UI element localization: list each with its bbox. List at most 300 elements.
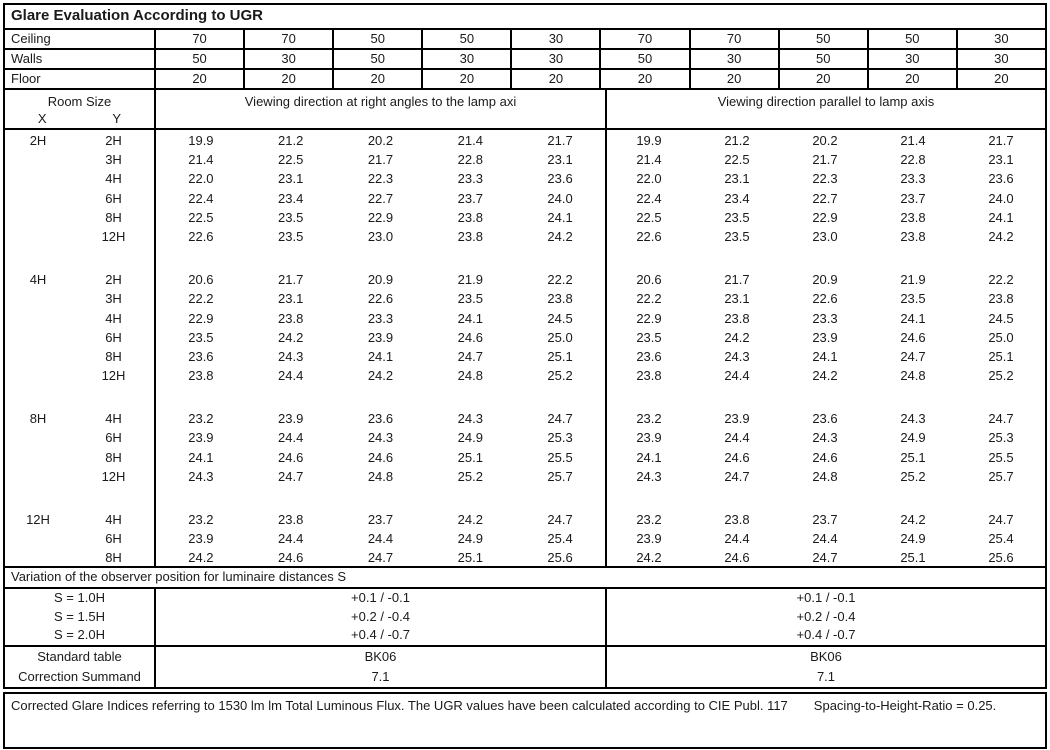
ugr-value-crosswise: 24.2 xyxy=(188,550,214,566)
surface-value: 50 xyxy=(423,30,512,48)
ugr-value-parallel: 23.1 xyxy=(724,171,750,187)
room-y-value: 4H xyxy=(105,411,122,427)
ugr-value-crosswise: 22.0 xyxy=(188,171,214,187)
ugr-value-crosswise: 23.8 xyxy=(547,291,573,307)
ugr-value-crosswise: 23.9 xyxy=(188,531,214,547)
room-x-value xyxy=(5,150,71,169)
variation-row-item-right-value: +0.2 / -0.4 xyxy=(796,608,856,624)
ugr-value-parallel: 22.3 xyxy=(812,171,838,187)
ugr-value-parallel: 24.4 xyxy=(724,368,750,384)
ugr-value-parallel: 21.7 xyxy=(988,133,1014,148)
surface-value: 30 xyxy=(512,30,601,48)
surface-value: 70 xyxy=(156,30,245,48)
ugr-value-parallel: 24.2 xyxy=(900,512,926,527)
ugr-value-crosswise: 24.6 xyxy=(278,449,304,465)
ugr-value-crosswise: 24.2 xyxy=(367,368,394,384)
ugr-value-parallel: 25.0 xyxy=(988,329,1014,345)
ugr-value-parallel: 24.6 xyxy=(812,449,838,465)
room-y-value: 6H xyxy=(105,190,122,206)
ugr-value-parallel: 22.7 xyxy=(812,190,838,206)
room-x-value xyxy=(5,328,71,347)
viewing-direction-crosswise-heading: Viewing direction at right angles to the lamp axi xyxy=(156,90,607,128)
room-y-value: 3H xyxy=(105,152,122,168)
ugr-value-crosswise: 23.5 xyxy=(457,291,483,307)
surface-value: 30 xyxy=(423,50,512,68)
ugr-value-crosswise: 23.8 xyxy=(457,209,483,225)
surface-value: 20 xyxy=(601,70,690,88)
room-y-value: 6H xyxy=(105,531,122,547)
room-y-value: 4H xyxy=(105,171,122,187)
surface-value: 20 xyxy=(691,70,780,88)
ugr-block xyxy=(5,408,1045,486)
room-y-value: 4H xyxy=(105,310,122,326)
summary-row-item-label: Standard table xyxy=(5,647,156,667)
room-y-value: 4H xyxy=(105,512,122,527)
ugr-value-crosswise: 24.2 xyxy=(457,512,483,527)
variation-row-item xyxy=(5,626,1045,645)
ugr-value-crosswise: 24.3 xyxy=(367,430,394,446)
room-x-value xyxy=(5,448,71,467)
variation-row-item-label: S = 1.0H xyxy=(5,589,156,608)
ugr-value-crosswise: 23.4 xyxy=(278,190,304,206)
room-y-value: 12H xyxy=(101,228,126,244)
ugr-value-crosswise: 23.7 xyxy=(367,512,394,527)
ugr-value-crosswise: 22.3 xyxy=(367,171,394,187)
ugr-row xyxy=(5,409,1045,428)
room-x-value xyxy=(5,309,71,328)
ugr-value-crosswise: 21.2 xyxy=(278,133,304,148)
ugr-value-parallel: 22.9 xyxy=(812,209,838,225)
ugr-value-crosswise: 22.5 xyxy=(278,152,304,168)
ugr-value-parallel: 24.7 xyxy=(724,468,750,484)
ugr-value-crosswise: 23.1 xyxy=(278,171,304,187)
ugr-value-crosswise: 25.4 xyxy=(547,531,573,547)
summary-row-item-left-value: BK06 xyxy=(156,647,607,667)
ugr-value-crosswise: 24.2 xyxy=(278,329,304,345)
ugr-value-parallel: 23.5 xyxy=(724,209,750,225)
ugr-row xyxy=(5,289,1045,308)
ugr-row xyxy=(5,328,1045,347)
ugr-value-crosswise: 22.2 xyxy=(547,272,573,288)
ugr-value-crosswise: 24.6 xyxy=(457,329,483,345)
observer-variation-section xyxy=(5,589,1045,647)
ugr-value-parallel: 24.4 xyxy=(724,430,750,446)
surface-value: 50 xyxy=(334,50,423,68)
ugr-row xyxy=(5,270,1045,289)
ugr-value-parallel: 24.1 xyxy=(636,449,662,465)
room-y-value: 3H xyxy=(105,291,122,307)
ugr-value-parallel: 21.2 xyxy=(724,133,750,148)
surface-label: Walls xyxy=(5,50,156,68)
ugr-value-crosswise: 23.8 xyxy=(188,368,214,384)
room-size-header-cell xyxy=(5,90,156,128)
ugr-row xyxy=(5,309,1045,328)
ugr-value-parallel: 23.8 xyxy=(988,291,1014,307)
ugr-value-parallel: 23.9 xyxy=(636,430,662,446)
ugr-value-parallel: 23.8 xyxy=(724,512,750,527)
ugr-value-parallel: 24.9 xyxy=(900,531,926,547)
summary-row-item-label: Correction Summand xyxy=(5,667,156,687)
surface-value: 20 xyxy=(869,70,958,88)
ugr-value-crosswise: 24.3 xyxy=(188,468,214,484)
ugr-value-crosswise: 24.7 xyxy=(547,512,573,527)
ugr-row xyxy=(5,548,1045,567)
ugr-value-crosswise: 22.6 xyxy=(188,228,214,244)
summary-row-item-left-value: 7.1 xyxy=(156,667,607,687)
ugr-value-crosswise: 24.1 xyxy=(188,449,214,465)
ugr-value-parallel: 25.2 xyxy=(900,468,926,484)
ugr-value-parallel: 24.8 xyxy=(812,468,838,484)
ugr-value-parallel: 23.4 xyxy=(724,190,750,206)
ugr-value-parallel: 24.1 xyxy=(988,209,1014,225)
surface-value: 30 xyxy=(512,50,601,68)
ugr-value-crosswise: 21.4 xyxy=(188,152,214,168)
room-x-value xyxy=(5,227,71,246)
ugr-value-crosswise: 23.2 xyxy=(188,512,214,527)
ugr-value-parallel: 24.3 xyxy=(812,430,838,446)
variation-row-item-label: S = 1.5H xyxy=(5,608,156,627)
y-axis-label: Y xyxy=(112,111,122,126)
surface-value: 20 xyxy=(334,70,423,88)
surface-value: 20 xyxy=(423,70,512,88)
ugr-value-parallel: 24.2 xyxy=(724,329,750,345)
variation-row-item-right-value: +0.4 / -0.7 xyxy=(796,627,856,643)
ugr-value-parallel: 24.2 xyxy=(636,550,662,566)
surface-value: 50 xyxy=(780,50,869,68)
variation-row-item-left-value: +0.1 / -0.1 xyxy=(156,589,607,608)
ugr-value-parallel: 25.3 xyxy=(988,430,1014,446)
ugr-value-parallel: 24.7 xyxy=(988,512,1014,527)
ugr-value-parallel: 23.6 xyxy=(988,171,1014,187)
ugr-value-parallel: 24.7 xyxy=(900,348,926,364)
column-header-row xyxy=(5,90,1045,130)
room-y-value: 8H xyxy=(105,348,122,364)
ugr-value-crosswise: 21.7 xyxy=(367,152,394,168)
room-x-value xyxy=(5,428,71,447)
variation-heading: Variation of the observer position for luminaire distances S xyxy=(5,568,1045,589)
ugr-value-crosswise: 22.9 xyxy=(188,310,214,326)
summary-row-item xyxy=(5,667,1045,687)
ugr-value-crosswise: 23.2 xyxy=(188,411,214,427)
ugr-value-parallel: 22.4 xyxy=(636,190,662,206)
surface-reflectance-section xyxy=(5,30,1045,90)
ugr-value-parallel: 23.1 xyxy=(988,152,1014,168)
room-size-divider-line xyxy=(154,130,156,566)
ugr-row xyxy=(5,347,1045,366)
ugr-value-parallel: 22.9 xyxy=(636,310,662,326)
ugr-value-crosswise: 24.8 xyxy=(457,368,483,384)
summary-row-item-right-value: BK06 xyxy=(810,648,842,664)
surface-value: 20 xyxy=(156,70,245,88)
xy-labels xyxy=(5,110,154,127)
ugr-value-crosswise: 24.7 xyxy=(367,550,394,566)
room-y-value: 8H xyxy=(105,449,122,465)
ugr-value-crosswise: 22.2 xyxy=(188,291,214,307)
ugr-value-parallel: 24.9 xyxy=(900,430,926,446)
surface-value: 20 xyxy=(245,70,334,88)
ugr-value-crosswise: 24.8 xyxy=(367,468,394,484)
ugr-value-crosswise: 25.1 xyxy=(547,348,573,364)
ugr-value-parallel: 24.8 xyxy=(900,368,926,384)
ugr-value-parallel: 23.7 xyxy=(900,190,926,206)
ugr-value-crosswise: 19.9 xyxy=(188,133,214,148)
ugr-value-crosswise: 23.9 xyxy=(367,329,394,345)
ugr-value-parallel: 23.9 xyxy=(636,531,662,547)
ugr-value-crosswise: 25.1 xyxy=(457,550,483,566)
surface-row xyxy=(5,30,1045,50)
ugr-value-parallel: 20.9 xyxy=(812,272,838,288)
ugr-value-crosswise: 20.6 xyxy=(188,272,214,288)
ugr-value-parallel: 25.1 xyxy=(988,348,1014,364)
ugr-value-parallel: 22.5 xyxy=(724,152,750,168)
ugr-row xyxy=(5,510,1045,529)
room-x-value: 4H xyxy=(29,272,47,288)
surface-value: 70 xyxy=(245,30,334,48)
ugr-value-crosswise: 21.7 xyxy=(547,133,573,148)
ugr-value-parallel: 23.6 xyxy=(812,411,838,427)
room-y-value: 2H xyxy=(105,272,122,288)
surface-value: 30 xyxy=(245,50,334,68)
viewing-direction-parallel-heading: Viewing direction parallel to lamp axis xyxy=(717,94,935,109)
variation-row-item-left-value: +0.4 / -0.7 xyxy=(156,626,607,645)
variation-row-item xyxy=(5,608,1045,627)
ugr-value-parallel: 21.9 xyxy=(900,272,926,288)
ugr-value-crosswise: 24.1 xyxy=(457,310,483,326)
ugr-value-crosswise: 24.3 xyxy=(457,411,483,427)
ugr-value-parallel: 24.0 xyxy=(988,190,1014,206)
ugr-value-parallel: 24.3 xyxy=(636,468,662,484)
ugr-value-parallel: 23.8 xyxy=(724,310,750,326)
ugr-value-crosswise: 24.6 xyxy=(278,550,304,566)
ugr-value-crosswise: 25.2 xyxy=(457,468,483,484)
ugr-value-parallel: 23.3 xyxy=(812,310,838,326)
ugr-value-crosswise: 23.1 xyxy=(547,152,573,168)
room-y-value: 8H xyxy=(105,209,122,225)
surface-value: 50 xyxy=(869,30,958,48)
ugr-value-crosswise: 22.9 xyxy=(367,209,394,225)
ugr-value-crosswise: 23.5 xyxy=(278,228,304,244)
ugr-row xyxy=(5,366,1045,385)
ugr-value-crosswise: 23.0 xyxy=(367,228,394,244)
ugr-value-crosswise: 24.4 xyxy=(367,531,394,547)
ugr-value-parallel: 25.1 xyxy=(900,550,926,566)
ugr-value-parallel: 25.5 xyxy=(988,449,1014,465)
ugr-value-crosswise: 20.2 xyxy=(367,133,394,148)
ugr-value-crosswise: 23.3 xyxy=(367,310,394,326)
ugr-value-parallel: 23.7 xyxy=(812,512,838,527)
ugr-value-crosswise: 23.1 xyxy=(278,291,304,307)
room-x-value: 2H xyxy=(29,133,47,148)
ugr-value-crosswise: 25.6 xyxy=(547,550,573,566)
ugr-value-parallel: 20.2 xyxy=(812,133,838,148)
ugr-value-parallel: 21.4 xyxy=(900,133,926,148)
ugr-value-parallel: 24.5 xyxy=(988,310,1014,326)
ugr-value-parallel: 22.6 xyxy=(812,291,838,307)
summary-row-item-right-value: 7.1 xyxy=(816,668,836,684)
ugr-row xyxy=(5,227,1045,246)
ugr-value-crosswise: 24.4 xyxy=(278,368,304,384)
ugr-value-parallel: 24.3 xyxy=(724,348,750,364)
variation-row-item-right-value: +0.1 / -0.1 xyxy=(796,590,856,605)
ugr-value-parallel: 24.2 xyxy=(988,228,1014,244)
ugr-value-parallel: 24.3 xyxy=(900,411,926,427)
ugr-block xyxy=(5,509,1045,568)
ugr-value-parallel: 22.0 xyxy=(636,171,662,187)
room-size-label: Room Size xyxy=(47,94,112,109)
surface-value: 70 xyxy=(691,30,780,48)
room-y-value: 8H xyxy=(105,550,122,566)
ugr-value-parallel: 22.6 xyxy=(636,228,662,244)
ugr-value-crosswise: 23.6 xyxy=(367,411,394,427)
ugr-datasheet xyxy=(3,3,1047,749)
ugr-value-parallel: 23.5 xyxy=(636,329,662,345)
ugr-value-crosswise: 21.7 xyxy=(278,272,304,288)
ugr-value-crosswise: 23.8 xyxy=(278,310,304,326)
room-x-value xyxy=(5,169,71,188)
ugr-value-crosswise: 23.8 xyxy=(457,228,483,244)
room-y-value: 12H xyxy=(101,468,126,484)
surface-value: 20 xyxy=(512,70,601,88)
ugr-value-crosswise: 24.0 xyxy=(547,190,573,206)
ugr-value-crosswise: 23.6 xyxy=(188,348,214,364)
ugr-value-parallel: 23.8 xyxy=(636,368,662,384)
ugr-value-parallel: 23.8 xyxy=(900,209,926,225)
ugr-value-parallel: 23.5 xyxy=(724,228,750,244)
ugr-value-crosswise: 21.9 xyxy=(457,272,483,288)
ugr-value-crosswise: 23.8 xyxy=(278,512,304,527)
ugr-value-crosswise: 22.6 xyxy=(367,291,394,307)
summary-section xyxy=(5,647,1045,687)
ugr-row xyxy=(5,208,1045,227)
ugr-value-crosswise: 23.9 xyxy=(188,430,214,446)
ugr-value-parallel: 24.7 xyxy=(988,411,1014,427)
ugr-value-crosswise: 24.5 xyxy=(547,310,573,326)
surface-value: 20 xyxy=(994,71,1009,86)
ugr-value-crosswise: 24.4 xyxy=(278,430,304,446)
ugr-value-parallel: 23.9 xyxy=(812,329,838,345)
page-title: Glare Evaluation According to UGR xyxy=(5,5,1045,30)
ugr-value-crosswise: 22.5 xyxy=(188,209,214,225)
ugr-value-parallel: 23.6 xyxy=(636,348,662,364)
room-x-value xyxy=(5,529,71,548)
surface-value: 50 xyxy=(601,50,690,68)
ugr-value-parallel: 23.9 xyxy=(724,411,750,427)
ugr-value-parallel: 25.2 xyxy=(988,368,1014,384)
ugr-row xyxy=(5,169,1045,188)
ugr-block xyxy=(5,130,1045,246)
ugr-value-crosswise: 25.2 xyxy=(547,368,573,384)
ugr-value-crosswise: 25.7 xyxy=(547,468,573,484)
x-axis-label: X xyxy=(37,111,47,126)
ugr-row xyxy=(5,529,1045,548)
ugr-value-crosswise: 23.9 xyxy=(278,411,304,427)
ugr-value-parallel: 24.7 xyxy=(812,550,838,566)
half-table-divider-line xyxy=(605,130,607,566)
ugr-value-parallel: 25.1 xyxy=(900,449,926,465)
flux-note: Corrected Glare Indices referring to 1530 lm lm Total Luminous Flux. The UGR values have been calculated according to CIE Publ. 117 xyxy=(11,697,788,713)
room-x-value xyxy=(5,347,71,366)
ugr-value-parallel: 23.5 xyxy=(900,291,926,307)
ugr-value-parallel: 25.7 xyxy=(988,468,1014,484)
ugr-value-parallel: 21.7 xyxy=(724,272,750,288)
surface-row xyxy=(5,70,1045,90)
ugr-table xyxy=(3,3,1047,689)
ugr-value-crosswise: 24.9 xyxy=(457,430,483,446)
ugr-value-crosswise: 24.9 xyxy=(457,531,483,547)
surface-value: 50 xyxy=(780,30,869,48)
ugr-value-parallel: 23.3 xyxy=(900,171,926,187)
ugr-value-parallel: 20.6 xyxy=(636,272,662,288)
ugr-value-crosswise: 23.3 xyxy=(457,171,483,187)
ugr-values-area xyxy=(5,130,1045,568)
ugr-value-parallel: 23.1 xyxy=(724,291,750,307)
surface-value: 30 xyxy=(994,51,1009,66)
room-y-value: 6H xyxy=(105,430,122,446)
room-y-value: 6H xyxy=(105,329,122,345)
ugr-value-crosswise: 24.7 xyxy=(457,348,483,364)
ugr-value-parallel: 24.6 xyxy=(724,550,750,566)
ugr-value-crosswise: 22.7 xyxy=(367,190,394,206)
ugr-value-crosswise: 24.7 xyxy=(278,468,304,484)
room-x-value: 8H xyxy=(29,411,47,427)
surface-label: Ceiling xyxy=(5,30,156,48)
room-y-value: 2H xyxy=(105,133,122,148)
surface-value: 30 xyxy=(869,50,958,68)
ugr-value-crosswise: 25.5 xyxy=(547,449,573,465)
ugr-value-crosswise: 24.6 xyxy=(367,449,394,465)
ugr-value-crosswise: 23.5 xyxy=(188,329,214,345)
surface-label: Floor xyxy=(5,70,156,88)
ugr-value-parallel: 22.5 xyxy=(636,209,662,225)
ugr-value-crosswise: 23.5 xyxy=(278,209,304,225)
ugr-value-crosswise: 25.1 xyxy=(457,449,483,465)
ugr-value-parallel: 24.4 xyxy=(812,531,838,547)
variation-row-item xyxy=(5,589,1045,608)
room-x-value xyxy=(5,548,71,567)
ugr-value-crosswise: 24.3 xyxy=(278,348,304,364)
ugr-value-parallel: 25.4 xyxy=(988,531,1014,547)
room-x-value xyxy=(5,366,71,385)
ugr-value-parallel: 24.1 xyxy=(900,310,926,326)
ugr-value-parallel: 24.1 xyxy=(812,348,838,364)
ugr-block xyxy=(5,269,1045,385)
surface-value: 20 xyxy=(780,70,869,88)
ugr-value-crosswise: 24.2 xyxy=(547,228,573,244)
ugr-value-crosswise: 22.4 xyxy=(188,190,214,206)
ugr-value-parallel: 22.2 xyxy=(988,272,1014,288)
ugr-value-crosswise: 22.8 xyxy=(457,152,483,168)
surface-value: 50 xyxy=(334,30,423,48)
ugr-value-crosswise: 24.1 xyxy=(367,348,394,364)
footer-note xyxy=(3,692,1047,749)
ugr-value-parallel: 23.0 xyxy=(812,228,838,244)
ugr-value-crosswise: 25.3 xyxy=(547,430,573,446)
ugr-value-parallel: 21.7 xyxy=(812,152,838,168)
room-x-value xyxy=(5,189,71,208)
ugr-value-parallel: 22.8 xyxy=(900,152,926,168)
room-x-value xyxy=(5,289,71,308)
ugr-value-crosswise: 24.1 xyxy=(547,209,573,225)
ugr-value-parallel: 23.8 xyxy=(900,228,926,244)
surface-value: 30 xyxy=(994,31,1009,46)
ugr-value-parallel: 24.4 xyxy=(724,531,750,547)
shr-note: Spacing-to-Height-Ratio = 0.25. xyxy=(813,697,997,713)
ugr-value-parallel: 25.6 xyxy=(988,550,1014,566)
summary-row-item xyxy=(5,647,1045,667)
ugr-value-crosswise: 23.6 xyxy=(547,171,573,187)
ugr-row xyxy=(5,150,1045,169)
ugr-value-parallel: 24.6 xyxy=(724,449,750,465)
